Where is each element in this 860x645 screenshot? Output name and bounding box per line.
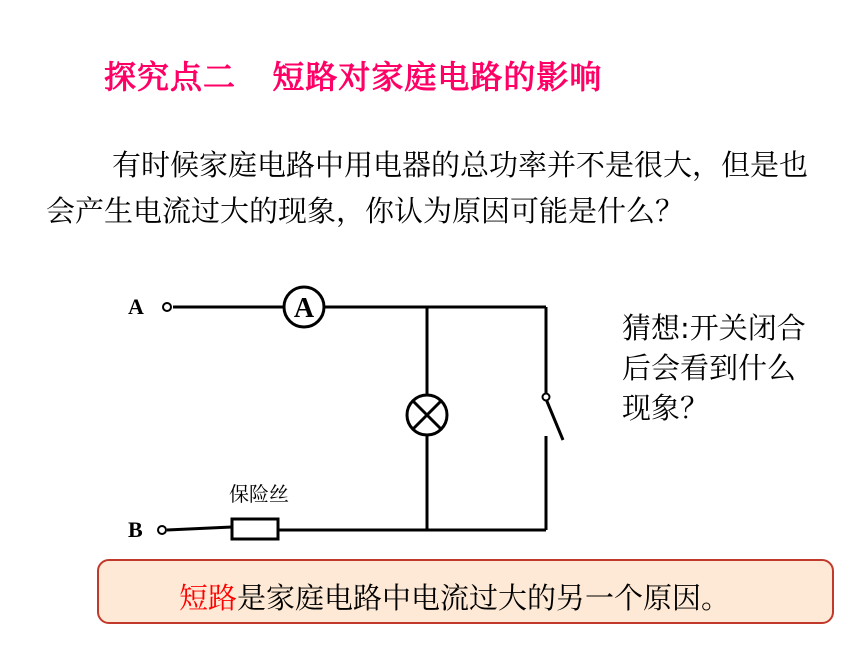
conclusion-highlight: 短路: [179, 581, 238, 615]
circuit-wires: [167, 307, 546, 530]
lamp-symbol: [407, 395, 447, 435]
terminal-a-label: A: [128, 294, 144, 319]
terminal-a-node: [163, 303, 171, 311]
fuse-symbol: [232, 519, 278, 539]
slide-title: 探究点二 短路对家庭电路的影响: [104, 58, 603, 96]
ammeter-symbol: [284, 287, 324, 327]
switch-symbol: [543, 394, 564, 441]
fuse-label: 保险丝: [229, 482, 289, 506]
conclusion-text: [179, 576, 730, 617]
guess-text: 猜想:开关闭合后会看到什么现象？: [622, 311, 806, 425]
terminal-b-label: B: [128, 517, 143, 542]
conclusion-box: [97, 559, 834, 624]
question-text: 有时候家庭电路中用电器的总功率并不是很大，但是也会产生电流过大的现象，你认为原因可能是什么？: [46, 148, 809, 228]
ammeter-label: A: [293, 293, 315, 324]
conclusion-rest: 是家庭电路中电流过大的另一个原因。: [237, 581, 731, 615]
terminal-b-node: [158, 526, 166, 534]
